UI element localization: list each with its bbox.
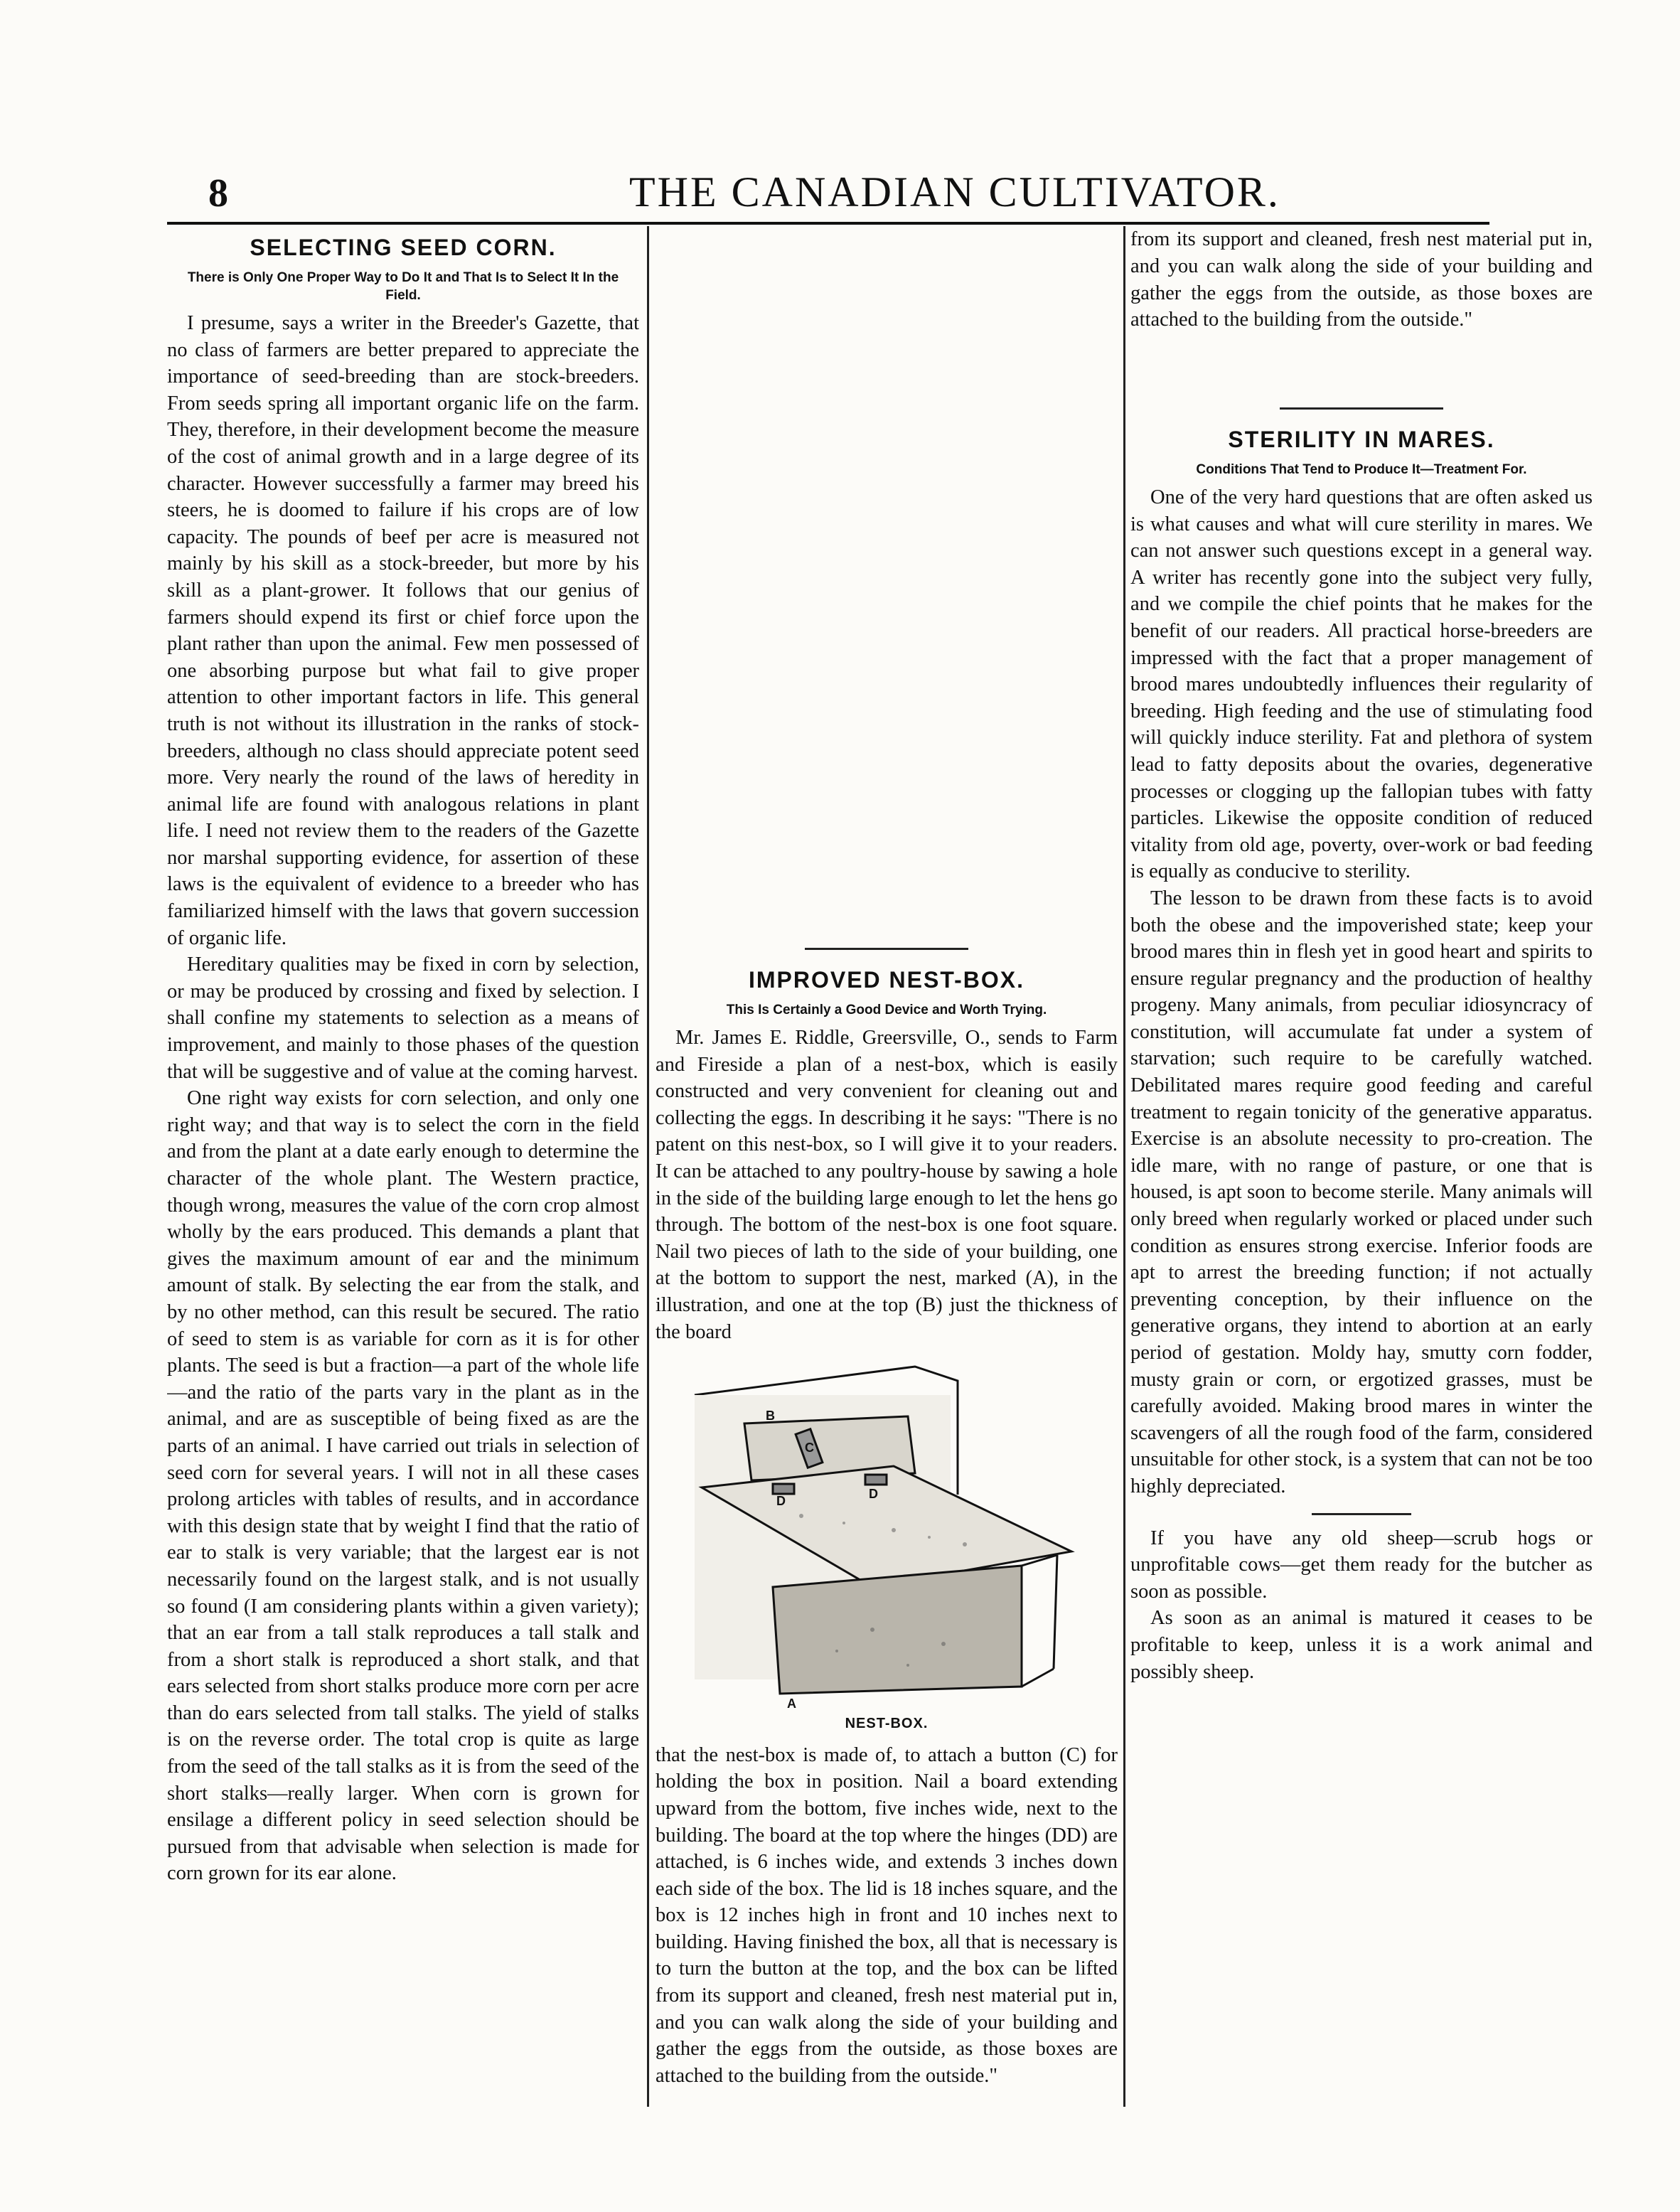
paragraph: One of the very hard questions that are often asked us is what causes and what will cure sterility in mares. We can not answer such questions except in a general way. A writer has recently gone into the subject very fully, and we compile the chief points that he makes for the benefit of our readers. All practical horse-breeders are impressed with the fact that a proper management of brood mares undoubtedly influences their regularity of breeding. High feeding and the use of stimulating food will quickly induce sterility. Fat and plethora of system lead to fatty deposits about the ovaries, degenerative processes or clogging up the fallopian tubes with fatty particles. Likewise the opposite condition of reduced vitality from old age, poverty, over-work or bad feeding is equally as conducive to sterility.: [1130, 486, 1593, 883]
article-title-nest-box: IMPROVED NEST-BOX.: [748, 967, 1025, 993]
figure-label: A: [787, 1697, 796, 1709]
paragraph: As soon as an animal is matured it ceases to be profitable to keep, unless it is a work animal and possibly sheep.: [1130, 1607, 1593, 1683]
section-divider: [805, 948, 968, 950]
paragraph: If you have any old sheep—scrub hogs or unprofitable cows—get them ready for the butcher as soon as possible.: [1130, 1527, 1593, 1603]
paragraph: from its support and cleaned, fresh nest material put in, and you can walk along the side of your building and gather the eggs from the outside, as those boxes are attached to the building from the outside.": [1130, 228, 1593, 331]
section-divider: [1280, 407, 1443, 410]
paragraph: that the nest-box is made of, to attach a button (C) for holding the box in position. Nail a board extending upward from the bottom, five inches wide, next to the building. The board at the top where the hinges (DD) are attached, is 6 inches wide, and extends 3 inches down each side of the box. The lid is 18 inches square, and the box is 12 inches high in front and 10 inches next to building. Having finished the box, all that is necessary is to turn the button at the top, and the box can be lifted from its support and cleaned, fresh nest material put in, and you can walk along the side of your building and gather the eggs from the outside, as those boxes are attached to the building from the outside.": [656, 1743, 1118, 2087]
figure-label: D: [869, 1487, 878, 1502]
column-1: [167, 228, 639, 2105]
paragraph: One right way exists for corn selection, and only one right way; and that way is to select the corn in the field and from the plant at a date early enough to determine the character of the whole plant. The Western practice, though wrong, measures the value of the corn crop almost wholly by the ears produced. This demands a plant that gives the maximum amount of ear and the minimum amount of stalk. By selecting the ear from the stalk, and by no other method, can this result be secured. The ratio of seed to stem is as variable for corn as it is for other plants. The seed is but a fraction—a part of the whole life—and the ratio of the parts vary in the plant as in the animal, and are as susceptible of being fixed as are the parts of an animal. I have carried out trials in selection of seed corn for several years. I will not in all these cases prolong articles with tables of results, and in accordance with this design state that by weight I find that the ratio of ear to stalk is very variable; that the largest ear is not necessarily found on the largest stalk, and is not usually so found (I am considering plants within a given variety); that an ear from a tall stalk reproduces a tall stalk and from a short stalk is reproduced a short stalk, and that ears selected from short stalks produce more corn per acre than do ears selected from tall stalks. The yield of stalks is on the reverse order. The total crop is quite as large from the seed of the tall stalks as it is from the seed of the short stalks—really larger. When corn is grown for ensilage a different policy in seed selection should be pursued from that advisable when selection is made for corn grown for its ear alone.: [167, 1087, 639, 1885]
column-2: [656, 228, 1118, 2105]
article-subtitle-nest-box: This Is Certainly a Good Device and Worth Trying.: [726, 1003, 1047, 1017]
article-subtitle-seed-corn: There is Only One Proper Way to Do It and That Is to Select It In the Field.: [187, 270, 619, 303]
publication-title: THE CANADIAN CULTIVATOR.: [629, 169, 1280, 215]
column-3: [1130, 228, 1593, 2105]
nest-box-illustration: [659, 1352, 1114, 1708]
nest-box-continuation: [1130, 228, 1593, 388]
figure-label: D: [776, 1494, 786, 1509]
seed-corn-continuation: [656, 228, 1118, 928]
article-title-seed-corn: SELECTING SEED CORN.: [250, 235, 557, 260]
section-divider: [1312, 1513, 1411, 1515]
figure-label: B: [766, 1409, 775, 1423]
figure-label: C: [805, 1441, 814, 1455]
figure-caption: NEST-BOX.: [845, 1716, 929, 1732]
page-header: [167, 161, 1489, 225]
page-number: 8: [208, 171, 228, 215]
article-subtitle-sterility: Conditions That Tend to Produce It—Treatment For.: [1196, 462, 1527, 477]
article-title-sterility: STERILITY IN MARES.: [1228, 427, 1495, 452]
paragraph: Hereditary qualities may be fixed in corn by selection, or may be produced by crossing and fixed by selection. I shall confine my statements to selection as a means of improvement, and mainly to those phases of the question that will be suggestive and of value at the coming harvest.: [167, 953, 639, 1083]
paragraph: Mr. James E. Riddle, Greersville, O., sends to Farm and Fireside a plan of a nest-box, which is easily constructed and very convenient for cleaning out and collecting the eggs. In describing it he says: "There is no patent on this nest-box, so I will give it to your readers. It can be attached to any poultry-house by sawing a hole in the side of the building large enough to let the hens go through. The bottom of the nest-box is one foot square. Nail two pieces of lath to the side of your building, one at the bottom to support the nest, marked (A), in the illustration, and one at the top (B) just the thickness of the board: [656, 1027, 1118, 1343]
column-divider: [647, 226, 649, 2107]
paragraph: I presume, says a writer in the Breeder's Gazette, that no class of farmers are better prepared to appreciate the importance of seed-breeding than are stock-breeders. From seeds spring all important organic life on the farm. They, therefore, in their development become the measure of the cost of animal growth and in a large degree of its character. However successfully a farmer may breed his steers, he is doomed to failure if his crops are of low capacity. The pounds of beef per acre is measured not mainly by his skill as a stock-breeder, but more by his skill as a plant-grower. It follows that our genius of farmers should expend its first or chief force upon the plant rather than upon the animal. Few men possessed of one absorbing purpose but what fail to give proper attention to other important factors in life. This general truth is not without its illustration in the ranks of stock-breeders, although no class should appreciate potent seed more. Very nearly the round of the laws of heredity in animal life are found with analogous relations in plant life. I need not review them to the readers of the Gazette nor marshal supporting evidence, for assertion of these laws is the equivalent of evidence to a breeder who has familiarized himself with the laws that govern succession of organic life.: [167, 312, 639, 949]
paragraph: The lesson to be drawn from these facts is to avoid both the obese and the impoverished state; keep your brood mares thin in flesh yet in good heart and spirits to ensure regular pregnancy and the production of healthy progeny. Many animals, from peculiar idiosyncracy of constitution, will accumulate fat under a system of starvation; such require to be carefully watched. Debilitated mares require good feeding and careful treatment to regain tonicity of the generative apparatus. Exercise is an absolute necessity to pro-creation. The idle mare, with no range of pasture, or one that is housed, is apt soon to become sterile. Many animals will only breed when regularly worked or placed under such condition as ensures strong exercise. Inferior foods are apt to arrest the breeding function; if not actually preventing conception, by their influence on the generative organs, they intend to abortion at an early period of gestation. Moldy hay, smutty corn fodder, musty grain or corn, or ergotized grasses, must be carefully avoided. Making brood mares in winter the scavengers of all the rough food of the farm, considered unsuitable for other stock, is a system that can not be too highly depreciated.: [1130, 887, 1593, 1497]
column-divider: [1123, 226, 1125, 2107]
